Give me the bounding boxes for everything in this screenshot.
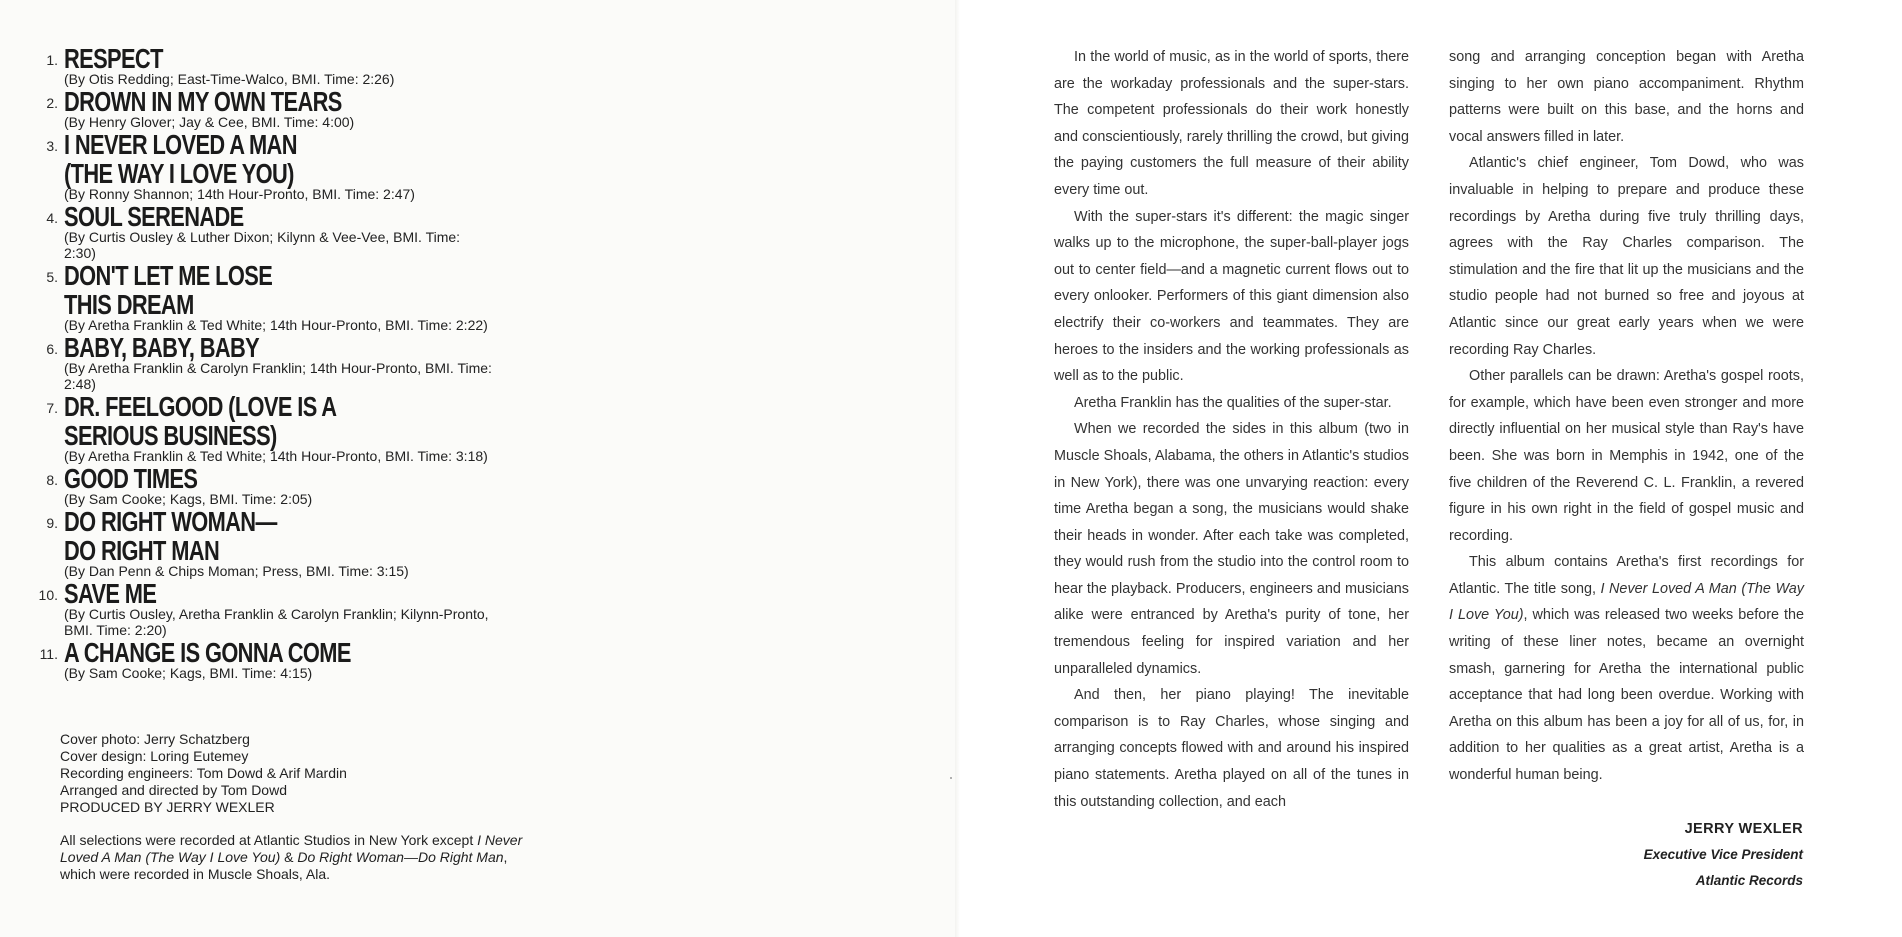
track-number: 7. — [46, 400, 58, 416]
page-fold — [955, 0, 960, 937]
track-title: I NEVER LOVED A MAN — [64, 129, 297, 160]
track-number: 6. — [46, 341, 58, 357]
track-number: 1. — [46, 52, 58, 68]
track-credit: (By Curtis Ousley & Luther Dixon; Kilynn & Vee-Vee, BMI. Time: 2:30) — [64, 229, 461, 261]
liner-notes-column-1 — [1054, 44, 1409, 815]
liner-paragraph: Aretha Franklin has the qualities of the super-star. — [1074, 394, 1392, 411]
track-title: SAVE ME — [64, 578, 157, 609]
note-text: , which were recorded in Muscle Shoals, Ala. — [60, 849, 508, 882]
signature-name: JERRY WEXLER — [1684, 821, 1803, 837]
track-item — [34, 87, 634, 130]
track-title: DR. FEELGOOD (LOVE IS A — [64, 391, 337, 422]
recording-note — [60, 832, 540, 883]
track-item — [34, 261, 634, 333]
track-credit: (By Otis Redding; East-Time-Walco, BMI. Time: 2:26) — [64, 71, 395, 87]
track-item — [34, 464, 634, 507]
production-credits — [60, 731, 347, 816]
track-title: DROWN IN MY OWN TEARS — [64, 86, 342, 117]
track-number: 10. — [38, 587, 58, 603]
track-item — [34, 638, 634, 681]
track-credit: (By Dan Penn & Chips Moman; Press, BMI. Time: 3:15) — [64, 563, 409, 579]
track-title: SOUL SERENADE — [64, 201, 244, 232]
track-title: SERIOUS BUSINESS) — [64, 420, 277, 451]
track-credit: (By Aretha Franklin & Ted White; 14th Hour-Pronto, BMI. Time: 3:18) — [64, 448, 488, 464]
paragraph-italic: I Never Loved A Man (The Way I Love You) — [1449, 580, 1804, 624]
liner-paragraph: With the super-stars it's different: the magic singer walks up to the microphone, the super-ball-player jogs out to center field—and a magnetic current flows out to every onlooker. Performers of this giant dimension also electrify their co-workers and teammates. They are heroes to the insiders and the working professionals as well as to the public. — [1054, 208, 1409, 385]
track-title: THIS DREAM — [64, 289, 194, 320]
liner-paragraph: When we recorded the sides in this album (two in Muscle Shoals, Alabama, the others in Atlantic's studios in New York), there was one unvarying reaction: every time Aretha began a song, the musicians would shake their heads in wonder. After each take was completed, they would rush from the studio into the control room to hear the playback. Producers, engineers and musicians alike were entranced by Aretha's purity of tone, her tremendous feeling for inspired variation and her unparalleled dynamics. — [1054, 421, 1409, 677]
liner-paragraph — [1449, 549, 1804, 788]
track-number: 9. — [46, 515, 58, 531]
track-item — [34, 44, 634, 87]
liner-paragraph: Atlantic's chief engineer, Tom Dowd, who was invaluable in helping to prepare and produce these recordings by Aretha during five truly thrilling days, agrees with the Ray Charles comparison. The stimulation and the fire that lit up the musicians and the studio people had not burned so free and joyous at Atlantic since our great early years when we were recording Ray Charles. — [1449, 155, 1804, 358]
note-text: All selections were recorded at Atlantic Studios in New York except — [60, 832, 478, 848]
track-item — [34, 333, 634, 392]
signature-company: Atlantic Records — [1695, 873, 1803, 888]
track-credit: (By Aretha Franklin & Ted White; 14th Hour-Pronto, BMI. Time: 2:22) — [64, 317, 488, 333]
track-title: DO RIGHT MAN — [64, 535, 220, 566]
track-credit: (By Ronny Shannon; 14th Hour-Pronto, BMI. Time: 2:47) — [64, 186, 415, 202]
track-number: 3. — [46, 138, 58, 154]
paragraph-text: This album contains Aretha's first recordings for Atlantic. The title song, — [1449, 554, 1804, 597]
track-credit: (By Henry Glover; Jay & Cee, BMI. Time: 4:00) — [64, 114, 355, 130]
signature-title: Executive Vice President — [1643, 847, 1803, 862]
signature-block — [1550, 816, 1803, 894]
liner-paragraph: In the world of music, as in the world of sports, there are the workaday professionals and the super-stars. The competent professionals do their work honestly and conscientiously, rarely thrilling the crowd, but giving the paying customers the full measure of their ability every time out. — [1054, 49, 1409, 198]
credit-line: Cover photo: Jerry Schatzberg — [60, 731, 250, 747]
note-text: & — [280, 849, 298, 865]
track-item — [34, 392, 634, 464]
liner-notes-column-2 — [1449, 44, 1804, 789]
track-credit: (By Sam Cooke; Kags, BMI. Time: 2:05) — [64, 491, 313, 507]
track-credit: (By Sam Cooke; Kags, BMI. Time: 4:15) — [64, 665, 313, 681]
credit-line: Cover design: Loring Eutemey — [60, 748, 249, 764]
track-title: (THE WAY I LOVE YOU) — [64, 158, 294, 189]
track-credit: (By Aretha Franklin & Carolyn Franklin; 14th Hour-Pronto, BMI. Time: 2:48) — [64, 360, 492, 392]
liner-paragraph: song and arranging conception began with Aretha singing to her own piano accompaniment. Rhythm patterns were built on this base, and the horns and vocal answers filled in later. — [1449, 49, 1804, 145]
track-title: A CHANGE IS GONNA COME — [64, 637, 351, 668]
track-credit: (By Curtis Ousley, Aretha Franklin & Carolyn Franklin; Kilynn-Pronto, BMI. Time: 2:20) — [64, 606, 489, 638]
tracklist — [34, 44, 634, 681]
credit-line: Arranged and directed by Tom Dowd — [60, 782, 287, 798]
track-number: 8. — [46, 472, 58, 488]
track-item — [34, 507, 634, 579]
paragraph-text: , which was released two weeks before the writing of these liner notes, became an overnight smash, garnering for Aretha the international public acceptance that had long been overdue. Working with Aretha on this album has been a joy for all of us, for, in addition to her qualities as a great artist, Aretha is a wonderful human being. — [1449, 607, 1804, 784]
track-item — [34, 130, 634, 202]
track-number: 2. — [46, 95, 58, 111]
track-item — [34, 579, 634, 638]
liner-paragraph: Other parallels can be drawn: Aretha's gospel roots, for example, which have been even stronger and more directly influential on her musical style than Ray's have been. She was born in Memphis in 1942, one of the five children of the Reverend C. L. Franklin, a revered figure in his own right in the field of gospel music and recording. — [1449, 368, 1804, 544]
track-title: GOOD TIMES — [64, 463, 198, 494]
track-title: RESPECT — [64, 43, 163, 74]
credit-line: PRODUCED BY JERRY WEXLER — [60, 799, 275, 815]
note-italic: I Never Loved A Man (The Way I Love You) — [60, 832, 523, 865]
note-italic: Do Right Woman—Do Right Man — [297, 849, 504, 865]
liner-paragraph: And then, her piano playing! The inevitable comparison is to Ray Charles, whose singing and arranging concepts flowed with and around his inspired piano statements. Aretha played on all of the tunes in this outstanding collection, and each — [1054, 687, 1409, 810]
track-title: DON'T LET ME LOSE — [64, 260, 273, 291]
credit-line: Recording engineers: Tom Dowd & Arif Mardin — [60, 765, 347, 781]
speck — [950, 777, 952, 779]
track-title: DO RIGHT WOMAN— — [64, 506, 277, 537]
track-number: 11. — [39, 646, 58, 662]
track-number: 5. — [46, 269, 58, 285]
track-item — [34, 202, 634, 261]
track-title: BABY, BABY, BABY — [64, 332, 260, 363]
track-number: 4. — [46, 210, 58, 226]
